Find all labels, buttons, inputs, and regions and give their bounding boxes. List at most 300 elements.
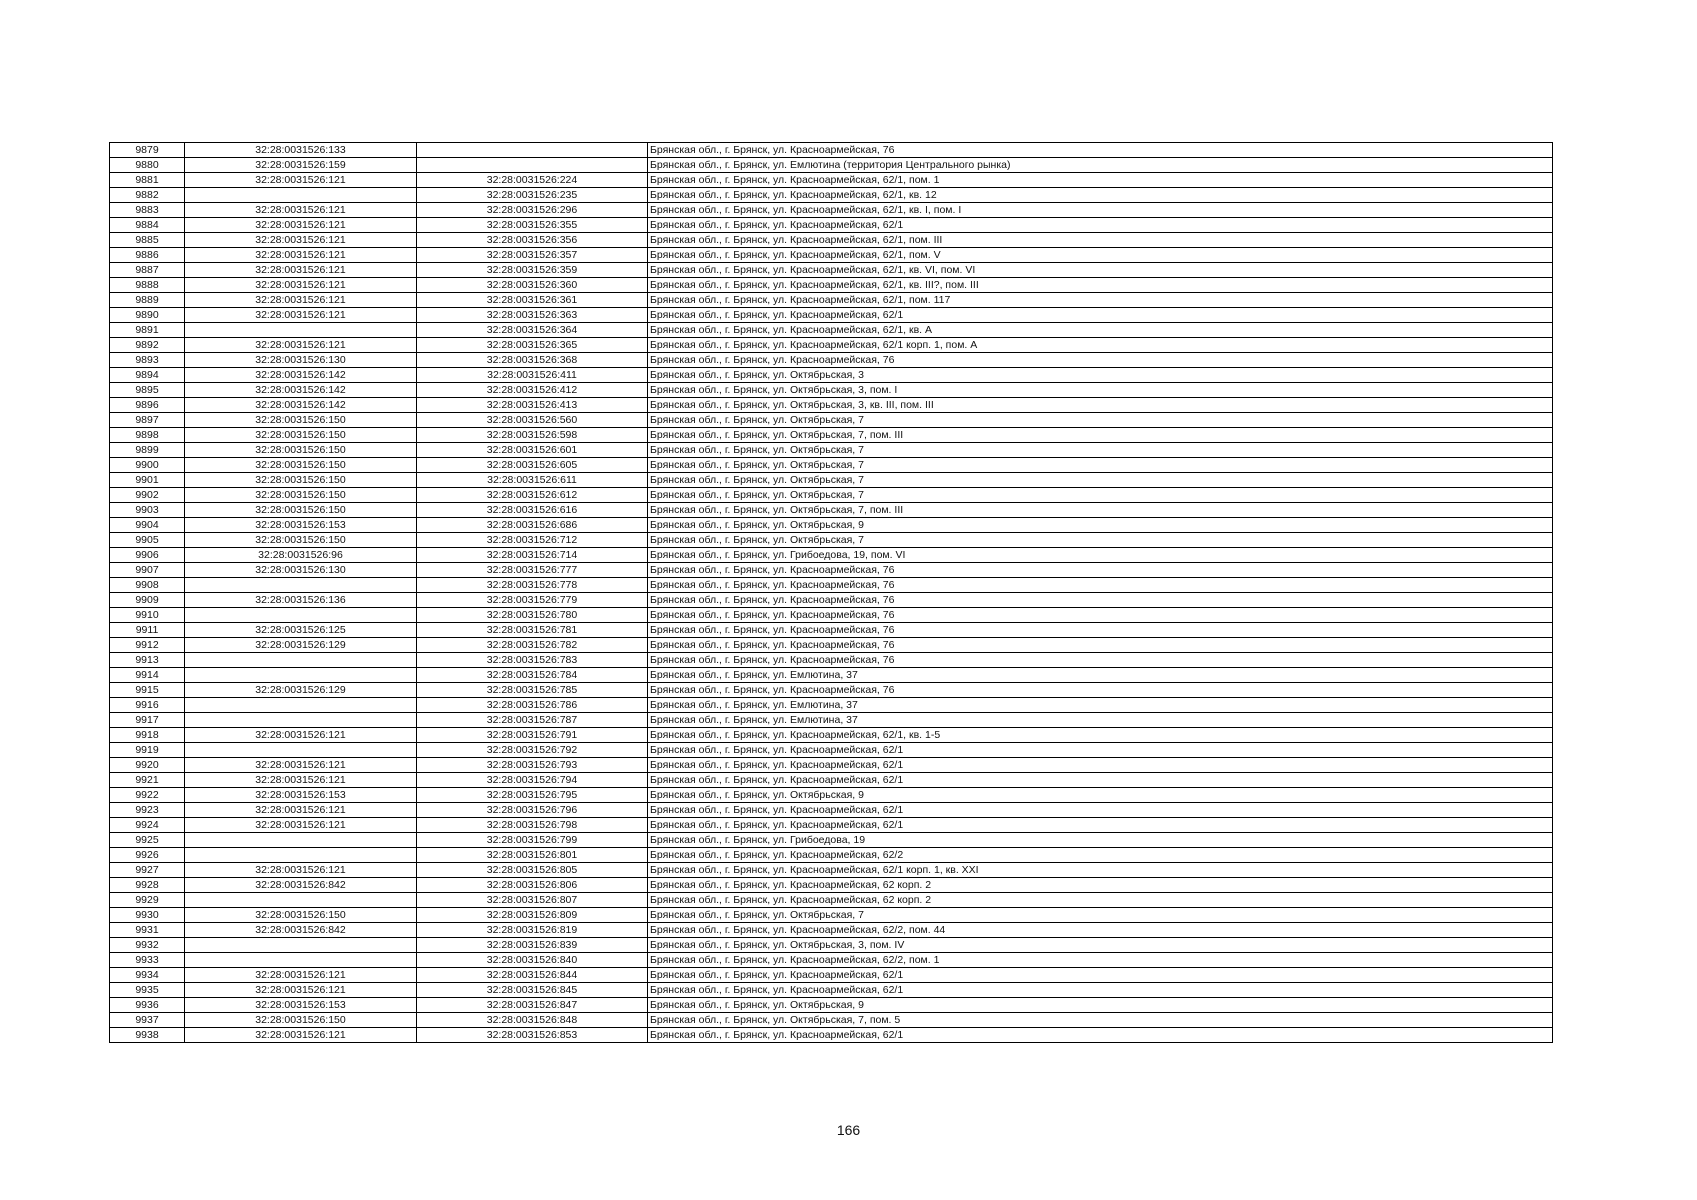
table-row bbox=[110, 158, 1553, 173]
address-cell: Брянская обл., г. Брянск, ул. Октябрьская, 3, кв. III, пом. III bbox=[648, 398, 1553, 413]
object-cadastral-number-cell: 32:28:0031526:296 bbox=[417, 203, 648, 218]
parcel-cadastral-number-cell: 32:28:0031526:121 bbox=[185, 308, 417, 323]
parcel-cadastral-number-cell bbox=[185, 188, 417, 203]
row-number-cell: 9918 bbox=[110, 728, 185, 743]
row-number-cell: 9903 bbox=[110, 503, 185, 518]
object-cadastral-number-cell: 32:28:0031526:412 bbox=[417, 383, 648, 398]
address-cell: Брянская обл., г. Брянск, ул. Красноармейская, 62/1, пом. 1 bbox=[648, 173, 1553, 188]
address-cell: Брянская обл., г. Брянск, ул. Октябрьская, 7 bbox=[648, 488, 1553, 503]
table-row bbox=[110, 368, 1553, 383]
object-cadastral-number-cell: 32:28:0031526:780 bbox=[417, 608, 648, 623]
object-cadastral-number-cell: 32:28:0031526:368 bbox=[417, 353, 648, 368]
parcel-cadastral-number-cell: 32:28:0031526:133 bbox=[185, 143, 417, 158]
table-row bbox=[110, 953, 1553, 968]
address-cell: Брянская обл., г. Брянск, ул. Октябрьская, 3 bbox=[648, 368, 1553, 383]
row-number-cell: 9880 bbox=[110, 158, 185, 173]
address-cell: Брянская обл., г. Брянск, ул. Красноармейская, 62/1, пом. III bbox=[648, 233, 1553, 248]
table-row bbox=[110, 698, 1553, 713]
row-number-cell: 9917 bbox=[110, 713, 185, 728]
parcel-cadastral-number-cell: 32:28:0031526:150 bbox=[185, 443, 417, 458]
address-cell: Брянская обл., г. Брянск, ул. Октябрьская, 7 bbox=[648, 908, 1553, 923]
address-cell: Брянская обл., г. Брянск, ул. Октябрьская, 7 bbox=[648, 458, 1553, 473]
table-row bbox=[110, 308, 1553, 323]
object-cadastral-number-cell: 32:28:0031526:777 bbox=[417, 563, 648, 578]
row-number-cell: 9885 bbox=[110, 233, 185, 248]
address-cell: Брянская обл., г. Брянск, ул. Емлютина, 37 bbox=[648, 713, 1553, 728]
object-cadastral-number-cell: 32:28:0031526:782 bbox=[417, 638, 648, 653]
table-row bbox=[110, 548, 1553, 563]
table-row bbox=[110, 533, 1553, 548]
object-cadastral-number-cell: 32:28:0031526:807 bbox=[417, 893, 648, 908]
row-number-cell: 9923 bbox=[110, 803, 185, 818]
address-cell: Брянская обл., г. Брянск, ул. Красноармейская, 76 bbox=[648, 593, 1553, 608]
table-row bbox=[110, 773, 1553, 788]
row-number-cell: 9921 bbox=[110, 773, 185, 788]
object-cadastral-number-cell: 32:28:0031526:792 bbox=[417, 743, 648, 758]
parcel-cadastral-number-cell: 32:28:0031526:136 bbox=[185, 593, 417, 608]
object-cadastral-number-cell: 32:28:0031526:686 bbox=[417, 518, 648, 533]
row-number-cell: 9900 bbox=[110, 458, 185, 473]
table-row bbox=[110, 338, 1553, 353]
row-number-cell: 9925 bbox=[110, 833, 185, 848]
row-number-cell: 9888 bbox=[110, 278, 185, 293]
address-cell: Брянская обл., г. Брянск, ул. Красноармейская, 62/1, кв. VI, пом. VI bbox=[648, 263, 1553, 278]
registry-table bbox=[109, 142, 1553, 1043]
row-number-cell: 9928 bbox=[110, 878, 185, 893]
row-number-cell: 9901 bbox=[110, 473, 185, 488]
address-cell: Брянская обл., г. Брянск, ул. Красноармейская, 62 корп. 2 bbox=[648, 893, 1553, 908]
parcel-cadastral-number-cell: 32:28:0031526:150 bbox=[185, 488, 417, 503]
address-cell: Брянская обл., г. Брянск, ул. Емлютина, 37 bbox=[648, 698, 1553, 713]
row-number-cell: 9909 bbox=[110, 593, 185, 608]
row-number-cell: 9930 bbox=[110, 908, 185, 923]
object-cadastral-number-cell: 32:28:0031526:840 bbox=[417, 953, 648, 968]
object-cadastral-number-cell: 32:28:0031526:799 bbox=[417, 833, 648, 848]
object-cadastral-number-cell: 32:28:0031526:714 bbox=[417, 548, 648, 563]
row-number-cell: 9927 bbox=[110, 863, 185, 878]
table-row bbox=[110, 983, 1553, 998]
parcel-cadastral-number-cell bbox=[185, 608, 417, 623]
object-cadastral-number-cell: 32:28:0031526:819 bbox=[417, 923, 648, 938]
row-number-cell: 9908 bbox=[110, 578, 185, 593]
object-cadastral-number-cell: 32:28:0031526:560 bbox=[417, 413, 648, 428]
table-row bbox=[110, 623, 1553, 638]
address-cell: Брянская обл., г. Брянск, ул. Красноармейская, 62/1 bbox=[648, 773, 1553, 788]
address-cell: Брянская обл., г. Брянск, ул. Красноармейская, 62/1 bbox=[648, 983, 1553, 998]
parcel-cadastral-number-cell: 32:28:0031526:130 bbox=[185, 563, 417, 578]
row-number-cell: 9882 bbox=[110, 188, 185, 203]
object-cadastral-number-cell: 32:28:0031526:612 bbox=[417, 488, 648, 503]
address-cell: Брянская обл., г. Брянск, ул. Емлютина (территория Центрального рынка) bbox=[648, 158, 1553, 173]
object-cadastral-number-cell bbox=[417, 158, 648, 173]
object-cadastral-number-cell bbox=[417, 143, 648, 158]
row-number-cell: 9922 bbox=[110, 788, 185, 803]
row-number-cell: 9931 bbox=[110, 923, 185, 938]
row-number-cell: 9933 bbox=[110, 953, 185, 968]
object-cadastral-number-cell: 32:28:0031526:364 bbox=[417, 323, 648, 338]
parcel-cadastral-number-cell bbox=[185, 743, 417, 758]
table-row bbox=[110, 713, 1553, 728]
table-row bbox=[110, 458, 1553, 473]
row-number-cell: 9934 bbox=[110, 968, 185, 983]
object-cadastral-number-cell: 32:28:0031526:616 bbox=[417, 503, 648, 518]
table-row bbox=[110, 443, 1553, 458]
object-cadastral-number-cell: 32:28:0031526:795 bbox=[417, 788, 648, 803]
parcel-cadastral-number-cell: 32:28:0031526:129 bbox=[185, 638, 417, 653]
row-number-cell: 9895 bbox=[110, 383, 185, 398]
object-cadastral-number-cell: 32:28:0031526:601 bbox=[417, 443, 648, 458]
table-row bbox=[110, 413, 1553, 428]
address-cell: Брянская обл., г. Брянск, ул. Красноармейская, 62/2, пом. 44 bbox=[648, 923, 1553, 938]
object-cadastral-number-cell: 32:28:0031526:355 bbox=[417, 218, 648, 233]
parcel-cadastral-number-cell: 32:28:0031526:121 bbox=[185, 263, 417, 278]
parcel-cadastral-number-cell: 32:28:0031526:121 bbox=[185, 248, 417, 263]
parcel-cadastral-number-cell bbox=[185, 833, 417, 848]
row-number-cell: 9911 bbox=[110, 623, 185, 638]
table-row bbox=[110, 503, 1553, 518]
object-cadastral-number-cell: 32:28:0031526:411 bbox=[417, 368, 648, 383]
row-number-cell: 9924 bbox=[110, 818, 185, 833]
table-row bbox=[110, 638, 1553, 653]
parcel-cadastral-number-cell bbox=[185, 668, 417, 683]
parcel-cadastral-number-cell: 32:28:0031526:121 bbox=[185, 293, 417, 308]
address-cell: Брянская обл., г. Брянск, ул. Октябрьская, 7 bbox=[648, 443, 1553, 458]
row-number-cell: 9915 bbox=[110, 683, 185, 698]
object-cadastral-number-cell: 32:28:0031526:853 bbox=[417, 1028, 648, 1043]
address-cell: Брянская обл., г. Брянск, ул. Красноармейская, 62/1, кв. 12 bbox=[648, 188, 1553, 203]
row-number-cell: 9892 bbox=[110, 338, 185, 353]
table-row bbox=[110, 233, 1553, 248]
row-number-cell: 9916 bbox=[110, 698, 185, 713]
address-cell: Брянская обл., г. Брянск, ул. Красноармейская, 62/1 bbox=[648, 803, 1553, 818]
row-number-cell: 9936 bbox=[110, 998, 185, 1013]
parcel-cadastral-number-cell: 32:28:0031526:121 bbox=[185, 758, 417, 773]
address-cell: Брянская обл., г. Брянск, ул. Красноармейская, 62/1, пом. 117 bbox=[648, 293, 1553, 308]
parcel-cadastral-number-cell bbox=[185, 698, 417, 713]
row-number-cell: 9914 bbox=[110, 668, 185, 683]
row-number-cell: 9886 bbox=[110, 248, 185, 263]
table-row bbox=[110, 608, 1553, 623]
object-cadastral-number-cell: 32:28:0031526:356 bbox=[417, 233, 648, 248]
address-cell: Брянская обл., г. Брянск, ул. Красноармейская, 62/1 корп. 1, пом. А bbox=[648, 338, 1553, 353]
parcel-cadastral-number-cell: 32:28:0031526:121 bbox=[185, 173, 417, 188]
table-row bbox=[110, 998, 1553, 1013]
object-cadastral-number-cell: 32:28:0031526:365 bbox=[417, 338, 648, 353]
row-number-cell: 9896 bbox=[110, 398, 185, 413]
address-cell: Брянская обл., г. Брянск, ул. Красноармейская, 62/1 bbox=[648, 818, 1553, 833]
object-cadastral-number-cell: 32:28:0031526:712 bbox=[417, 533, 648, 548]
object-cadastral-number-cell: 32:28:0031526:359 bbox=[417, 263, 648, 278]
parcel-cadastral-number-cell: 32:28:0031526:142 bbox=[185, 368, 417, 383]
parcel-cadastral-number-cell: 32:28:0031526:142 bbox=[185, 398, 417, 413]
parcel-cadastral-number-cell bbox=[185, 893, 417, 908]
object-cadastral-number-cell: 32:28:0031526:360 bbox=[417, 278, 648, 293]
parcel-cadastral-number-cell: 32:28:0031526:125 bbox=[185, 623, 417, 638]
parcel-cadastral-number-cell: 32:28:0031526:121 bbox=[185, 818, 417, 833]
object-cadastral-number-cell: 32:28:0031526:848 bbox=[417, 1013, 648, 1028]
address-cell: Брянская обл., г. Брянск, ул. Красноармейская, 62/1, кв. I, пом. I bbox=[648, 203, 1553, 218]
table-row bbox=[110, 203, 1553, 218]
table-row bbox=[110, 758, 1553, 773]
parcel-cadastral-number-cell: 32:28:0031526:121 bbox=[185, 773, 417, 788]
table-row bbox=[110, 893, 1553, 908]
row-number-cell: 9883 bbox=[110, 203, 185, 218]
table-row bbox=[110, 428, 1553, 443]
parcel-cadastral-number-cell: 32:28:0031526:153 bbox=[185, 998, 417, 1013]
object-cadastral-number-cell: 32:28:0031526:793 bbox=[417, 758, 648, 773]
table-row bbox=[110, 728, 1553, 743]
address-cell: Брянская обл., г. Брянск, ул. Грибоедова, 19, пом. VI bbox=[648, 548, 1553, 563]
address-cell: Брянская обл., г. Брянск, ул. Красноармейская, 76 bbox=[648, 578, 1553, 593]
address-cell: Брянская обл., г. Брянск, ул. Красноармейская, 62/1, кв. III?, пом. III bbox=[648, 278, 1553, 293]
parcel-cadastral-number-cell: 32:28:0031526:121 bbox=[185, 728, 417, 743]
parcel-cadastral-number-cell: 32:28:0031526:121 bbox=[185, 803, 417, 818]
address-cell: Брянская обл., г. Брянск, ул. Красноармейская, 76 bbox=[648, 608, 1553, 623]
table-row bbox=[110, 1028, 1553, 1043]
parcel-cadastral-number-cell: 32:28:0031526:121 bbox=[185, 278, 417, 293]
parcel-cadastral-number-cell bbox=[185, 713, 417, 728]
object-cadastral-number-cell: 32:28:0031526:805 bbox=[417, 863, 648, 878]
table-row bbox=[110, 563, 1553, 578]
parcel-cadastral-number-cell: 32:28:0031526:121 bbox=[185, 233, 417, 248]
table-row bbox=[110, 653, 1553, 668]
table-row bbox=[110, 683, 1553, 698]
table-row bbox=[110, 923, 1553, 938]
table-row bbox=[110, 803, 1553, 818]
row-number-cell: 9932 bbox=[110, 938, 185, 953]
parcel-cadastral-number-cell bbox=[185, 323, 417, 338]
object-cadastral-number-cell: 32:28:0031526:794 bbox=[417, 773, 648, 788]
row-number-cell: 9929 bbox=[110, 893, 185, 908]
parcel-cadastral-number-cell: 32:28:0031526:121 bbox=[185, 218, 417, 233]
row-number-cell: 9910 bbox=[110, 608, 185, 623]
table-row bbox=[110, 188, 1553, 203]
row-number-cell: 9893 bbox=[110, 353, 185, 368]
table-row bbox=[110, 398, 1553, 413]
parcel-cadastral-number-cell: 32:28:0031526:150 bbox=[185, 533, 417, 548]
table-row bbox=[110, 218, 1553, 233]
parcel-cadastral-number-cell bbox=[185, 938, 417, 953]
address-cell: Брянская обл., г. Брянск, ул. Красноармейская, 62/1, кв. А bbox=[648, 323, 1553, 338]
parcel-cadastral-number-cell: 32:28:0031526:96 bbox=[185, 548, 417, 563]
address-cell: Брянская обл., г. Брянск, ул. Красноармейская, 76 bbox=[648, 653, 1553, 668]
parcel-cadastral-number-cell: 32:28:0031526:150 bbox=[185, 413, 417, 428]
object-cadastral-number-cell: 32:28:0031526:784 bbox=[417, 668, 648, 683]
object-cadastral-number-cell: 32:28:0031526:605 bbox=[417, 458, 648, 473]
table-row bbox=[110, 488, 1553, 503]
parcel-cadastral-number-cell: 32:28:0031526:842 bbox=[185, 878, 417, 893]
address-cell: Брянская обл., г. Брянск, ул. Красноармейская, 62/2, пом. 1 bbox=[648, 953, 1553, 968]
table-row bbox=[110, 743, 1553, 758]
row-number-cell: 9879 bbox=[110, 143, 185, 158]
object-cadastral-number-cell: 32:28:0031526:778 bbox=[417, 578, 648, 593]
address-cell: Брянская обл., г. Брянск, ул. Октябрьская, 7, пом. 5 bbox=[648, 1013, 1553, 1028]
object-cadastral-number-cell: 32:28:0031526:796 bbox=[417, 803, 648, 818]
row-number-cell: 9935 bbox=[110, 983, 185, 998]
parcel-cadastral-number-cell: 32:28:0031526:150 bbox=[185, 503, 417, 518]
table-row bbox=[110, 968, 1553, 983]
address-cell: Брянская обл., г. Брянск, ул. Красноармейская, 62/1 bbox=[648, 308, 1553, 323]
row-number-cell: 9889 bbox=[110, 293, 185, 308]
address-cell: Брянская обл., г. Брянск, ул. Октябрьская, 7 bbox=[648, 533, 1553, 548]
object-cadastral-number-cell: 32:28:0031526:798 bbox=[417, 818, 648, 833]
row-number-cell: 9897 bbox=[110, 413, 185, 428]
object-cadastral-number-cell: 32:28:0031526:786 bbox=[417, 698, 648, 713]
registry-table-body bbox=[110, 143, 1553, 1043]
table-row bbox=[110, 323, 1553, 338]
row-number-cell: 9899 bbox=[110, 443, 185, 458]
parcel-cadastral-number-cell: 32:28:0031526:842 bbox=[185, 923, 417, 938]
row-number-cell: 9912 bbox=[110, 638, 185, 653]
row-number-cell: 9891 bbox=[110, 323, 185, 338]
object-cadastral-number-cell: 32:28:0031526:611 bbox=[417, 473, 648, 488]
object-cadastral-number-cell: 32:28:0031526:363 bbox=[417, 308, 648, 323]
parcel-cadastral-number-cell: 32:28:0031526:121 bbox=[185, 338, 417, 353]
parcel-cadastral-number-cell: 32:28:0031526:121 bbox=[185, 983, 417, 998]
object-cadastral-number-cell: 32:28:0031526:847 bbox=[417, 998, 648, 1013]
address-cell: Брянская обл., г. Брянск, ул. Октябрьская, 7, пом. III bbox=[648, 428, 1553, 443]
table-row bbox=[110, 263, 1553, 278]
table-row bbox=[110, 518, 1553, 533]
parcel-cadastral-number-cell: 32:28:0031526:150 bbox=[185, 908, 417, 923]
address-cell: Брянская обл., г. Брянск, ул. Октябрьская, 9 bbox=[648, 998, 1553, 1013]
row-number-cell: 9919 bbox=[110, 743, 185, 758]
row-number-cell: 9890 bbox=[110, 308, 185, 323]
object-cadastral-number-cell: 32:28:0031526:781 bbox=[417, 623, 648, 638]
address-cell: Брянская обл., г. Брянск, ул. Емлютина, 37 bbox=[648, 668, 1553, 683]
address-cell: Брянская обл., г. Брянск, ул. Красноармейская, 76 bbox=[648, 353, 1553, 368]
object-cadastral-number-cell: 32:28:0031526:839 bbox=[417, 938, 648, 953]
parcel-cadastral-number-cell: 32:28:0031526:150 bbox=[185, 1013, 417, 1028]
parcel-cadastral-number-cell: 32:28:0031526:121 bbox=[185, 968, 417, 983]
parcel-cadastral-number-cell: 32:28:0031526:142 bbox=[185, 383, 417, 398]
row-number-cell: 9894 bbox=[110, 368, 185, 383]
row-number-cell: 9898 bbox=[110, 428, 185, 443]
row-number-cell: 9907 bbox=[110, 563, 185, 578]
table-row bbox=[110, 143, 1553, 158]
address-cell: Брянская обл., г. Брянск, ул. Октябрьская, 9 bbox=[648, 518, 1553, 533]
object-cadastral-number-cell: 32:28:0031526:787 bbox=[417, 713, 648, 728]
table-row bbox=[110, 818, 1553, 833]
parcel-cadastral-number-cell: 32:28:0031526:129 bbox=[185, 683, 417, 698]
address-cell: Брянская обл., г. Брянск, ул. Красноармейская, 76 bbox=[648, 143, 1553, 158]
row-number-cell: 9937 bbox=[110, 1013, 185, 1028]
address-cell: Брянская обл., г. Брянск, ул. Октябрьская, 7, пом. III bbox=[648, 503, 1553, 518]
object-cadastral-number-cell: 32:28:0031526:235 bbox=[417, 188, 648, 203]
address-cell: Брянская обл., г. Брянск, ул. Грибоедова, 19 bbox=[648, 833, 1553, 848]
row-number-cell: 9902 bbox=[110, 488, 185, 503]
object-cadastral-number-cell: 32:28:0031526:224 bbox=[417, 173, 648, 188]
parcel-cadastral-number-cell bbox=[185, 848, 417, 863]
row-number-cell: 9913 bbox=[110, 653, 185, 668]
row-number-cell: 9938 bbox=[110, 1028, 185, 1043]
table-row bbox=[110, 848, 1553, 863]
table-row bbox=[110, 173, 1553, 188]
parcel-cadastral-number-cell: 32:28:0031526:121 bbox=[185, 863, 417, 878]
row-number-cell: 9881 bbox=[110, 173, 185, 188]
object-cadastral-number-cell: 32:28:0031526:791 bbox=[417, 728, 648, 743]
table-row bbox=[110, 788, 1553, 803]
object-cadastral-number-cell: 32:28:0031526:845 bbox=[417, 983, 648, 998]
row-number-cell: 9905 bbox=[110, 533, 185, 548]
address-cell: Брянская обл., г. Брянск, ул. Красноармейская, 76 bbox=[648, 638, 1553, 653]
table-row bbox=[110, 938, 1553, 953]
address-cell: Брянская обл., г. Брянск, ул. Красноармейская, 62/1 bbox=[648, 1028, 1553, 1043]
object-cadastral-number-cell: 32:28:0031526:785 bbox=[417, 683, 648, 698]
address-cell: Брянская обл., г. Брянск, ул. Красноармейская, 62/1 bbox=[648, 743, 1553, 758]
object-cadastral-number-cell: 32:28:0031526:809 bbox=[417, 908, 648, 923]
address-cell: Брянская обл., г. Брянск, ул. Красноармейская, 62/2 bbox=[648, 848, 1553, 863]
table-row bbox=[110, 278, 1553, 293]
address-cell: Брянская обл., г. Брянск, ул. Красноармейская, 62 корп. 2 bbox=[648, 878, 1553, 893]
table-row bbox=[110, 293, 1553, 308]
address-cell: Брянская обл., г. Брянск, ул. Октябрьская, 7 bbox=[648, 413, 1553, 428]
object-cadastral-number-cell: 32:28:0031526:801 bbox=[417, 848, 648, 863]
row-number-cell: 9887 bbox=[110, 263, 185, 278]
row-number-cell: 9904 bbox=[110, 518, 185, 533]
object-cadastral-number-cell: 32:28:0031526:806 bbox=[417, 878, 648, 893]
table-row bbox=[110, 1013, 1553, 1028]
table-row bbox=[110, 668, 1553, 683]
table-row bbox=[110, 578, 1553, 593]
row-number-cell: 9920 bbox=[110, 758, 185, 773]
object-cadastral-number-cell: 32:28:0031526:413 bbox=[417, 398, 648, 413]
parcel-cadastral-number-cell: 32:28:0031526:150 bbox=[185, 458, 417, 473]
parcel-cadastral-number-cell: 32:28:0031526:150 bbox=[185, 473, 417, 488]
object-cadastral-number-cell: 32:28:0031526:779 bbox=[417, 593, 648, 608]
address-cell: Брянская обл., г. Брянск, ул. Октябрьская, 7 bbox=[648, 473, 1553, 488]
table-row bbox=[110, 878, 1553, 893]
parcel-cadastral-number-cell: 32:28:0031526:121 bbox=[185, 1028, 417, 1043]
parcel-cadastral-number-cell: 32:28:0031526:121 bbox=[185, 203, 417, 218]
parcel-cadastral-number-cell bbox=[185, 578, 417, 593]
parcel-cadastral-number-cell: 32:28:0031526:159 bbox=[185, 158, 417, 173]
table-row bbox=[110, 248, 1553, 263]
parcel-cadastral-number-cell: 32:28:0031526:130 bbox=[185, 353, 417, 368]
address-cell: Брянская обл., г. Брянск, ул. Октябрьская, 9 bbox=[648, 788, 1553, 803]
table-row bbox=[110, 863, 1553, 878]
address-cell: Брянская обл., г. Брянск, ул. Красноармейская, 62/1 bbox=[648, 968, 1553, 983]
table-row bbox=[110, 908, 1553, 923]
table-row bbox=[110, 833, 1553, 848]
address-cell: Брянская обл., г. Брянск, ул. Октябрьская, 3, пом. I bbox=[648, 383, 1553, 398]
object-cadastral-number-cell: 32:28:0031526:783 bbox=[417, 653, 648, 668]
table-row bbox=[110, 473, 1553, 488]
address-cell: Брянская обл., г. Брянск, ул. Красноармейская, 76 bbox=[648, 623, 1553, 638]
parcel-cadastral-number-cell bbox=[185, 653, 417, 668]
parcel-cadastral-number-cell: 32:28:0031526:150 bbox=[185, 428, 417, 443]
parcel-cadastral-number-cell bbox=[185, 953, 417, 968]
parcel-cadastral-number-cell: 32:28:0031526:153 bbox=[185, 788, 417, 803]
table-row bbox=[110, 353, 1553, 368]
address-cell: Брянская обл., г. Брянск, ул. Красноармейская, 76 bbox=[648, 563, 1553, 578]
object-cadastral-number-cell: 32:28:0031526:844 bbox=[417, 968, 648, 983]
object-cadastral-number-cell: 32:28:0031526:598 bbox=[417, 428, 648, 443]
table-row bbox=[110, 383, 1553, 398]
parcel-cadastral-number-cell: 32:28:0031526:153 bbox=[185, 518, 417, 533]
address-cell: Брянская обл., г. Брянск, ул. Красноармейская, 62/1, пом. V bbox=[648, 248, 1553, 263]
row-number-cell: 9926 bbox=[110, 848, 185, 863]
object-cadastral-number-cell: 32:28:0031526:357 bbox=[417, 248, 648, 263]
row-number-cell: 9884 bbox=[110, 218, 185, 233]
address-cell: Брянская обл., г. Брянск, ул. Красноармейская, 76 bbox=[648, 683, 1553, 698]
row-number-cell: 9906 bbox=[110, 548, 185, 563]
address-cell: Брянская обл., г. Брянск, ул. Красноармейская, 62/1, кв. 1-5 bbox=[648, 728, 1553, 743]
address-cell: Брянская обл., г. Брянск, ул. Красноармейская, 62/1 bbox=[648, 218, 1553, 233]
page-number: 166 bbox=[836, 1122, 861, 1138]
address-cell: Брянская обл., г. Брянск, ул. Октябрьская, 3, пом. IV bbox=[648, 938, 1553, 953]
object-cadastral-number-cell: 32:28:0031526:361 bbox=[417, 293, 648, 308]
